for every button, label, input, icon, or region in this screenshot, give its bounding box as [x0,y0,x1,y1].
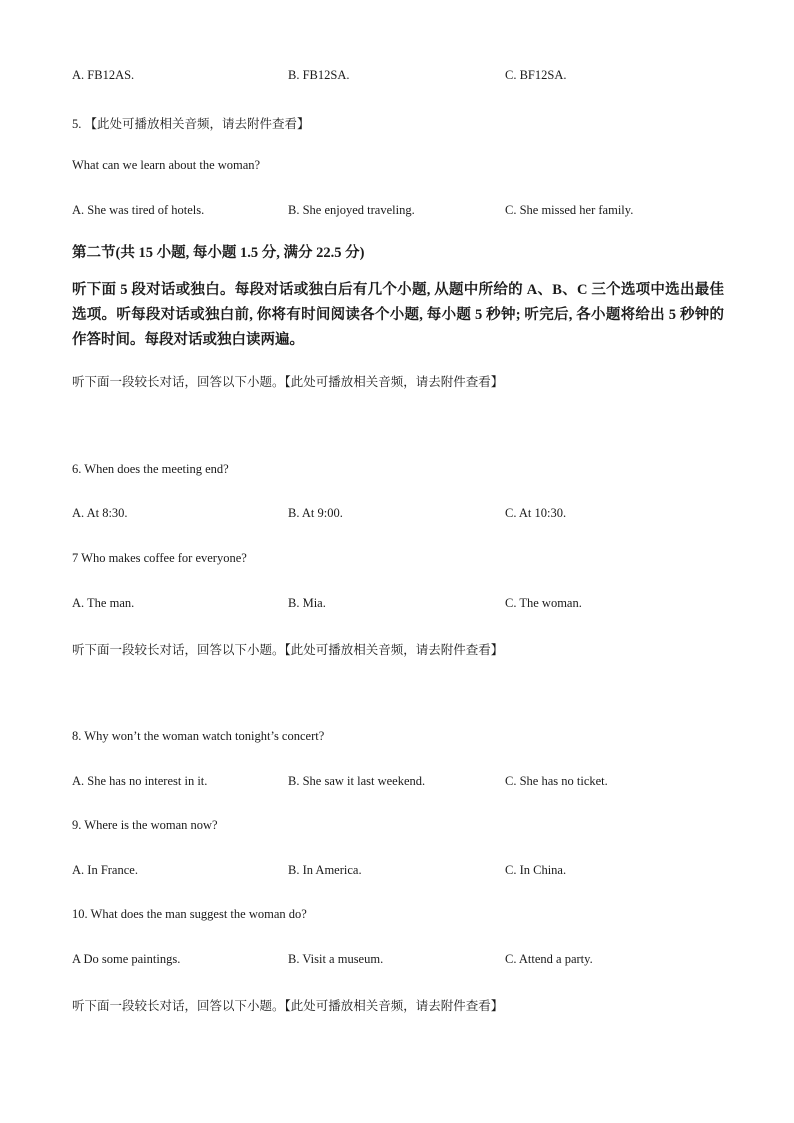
q9-option-a[interactable]: A. In France. [72,863,138,877]
q7-options [72,596,752,614]
section2-instructions: 听下面 5 段对话或独白。每段对话或独白后有几个小题, 从题中所给的 A、B、C 三个选项中选出最佳选项。听每段对话或独白前, 你将有时间阅读各个小题, 每小题 5 秒钟; 听完后, 各小题将给出 5 秒钟的作答时间。每段对话或独白读两遍。 [72,282,724,348]
q4-option-b[interactable]: B. FB12SA. [288,68,350,82]
q6-options [72,506,752,524]
q8-option-b[interactable]: B. She saw it last weekend. [288,774,426,788]
q6-option-b[interactable]: B. At 9:00. [288,506,343,520]
q9-question: 9. Where is the woman now? [72,818,218,832]
q7-option-a[interactable]: A. The man. [72,596,135,610]
q10-option-c[interactable]: C. Attend a party. [505,952,593,966]
q8-option-a[interactable]: A. She has no interest in it. [72,774,208,788]
audio-prompt-2[interactable]: 听下面一段较长对话，回答以下小题。【此处可播放相关音频，请去附件查看】 [72,643,504,657]
q10-option-a[interactable]: A Do some paintings. [72,952,181,966]
q5-option-a[interactable]: A. She was tired of hotels. [72,203,205,217]
q6-option-c[interactable]: C. At 10:30. [505,506,567,520]
q10-question: 10. What does the man suggest the woman do? [72,907,307,921]
q9-option-c[interactable]: C. In China. [505,863,567,877]
audio-prompt-3[interactable]: 听下面一段较长对话，回答以下小题。【此处可播放相关音频，请去附件查看】 [72,999,504,1013]
q4-option-c[interactable]: C. BF12SA. [505,68,567,82]
q10-options [72,952,752,970]
q4-option-a[interactable]: A. FB12AS. [72,68,135,82]
q8-options [72,774,752,792]
q5-question: What can we learn about the woman? [72,158,261,172]
q5-audio-label[interactable]: 5. 【此处可播放相关音频，请去附件查看】 [72,117,310,131]
q6-option-a[interactable]: A. At 8:30. [72,506,128,520]
audio-prompt-1[interactable]: 听下面一段较长对话，回答以下小题。【此处可播放相关音频，请去附件查看】 [72,375,504,389]
q7-option-b[interactable]: B. Mia. [288,596,326,610]
q9-option-b[interactable]: B. In America. [288,863,362,877]
section2-heading: 第二节(共 15 小题, 每小题 1.5 分, 满分 22.5 分) [72,245,365,261]
q8-option-c[interactable]: C. She has no ticket. [505,774,608,788]
q6-question: 6. When does the meeting end? [72,462,229,476]
q8-question: 8. Why won’t the woman watch tonight’s concert? [72,729,325,743]
q10-option-b[interactable]: B. Visit a museum. [288,952,384,966]
q5-option-c[interactable]: C. She missed her family. [505,203,634,217]
q5-option-b[interactable]: B. She enjoyed traveling. [288,203,415,217]
q9-options [72,863,752,881]
q5-options [72,203,752,221]
q7-option-c[interactable]: C. The woman. [505,596,582,610]
q7-question: 7 Who makes coffee for everyone? [72,551,247,565]
q4-options [72,68,752,86]
